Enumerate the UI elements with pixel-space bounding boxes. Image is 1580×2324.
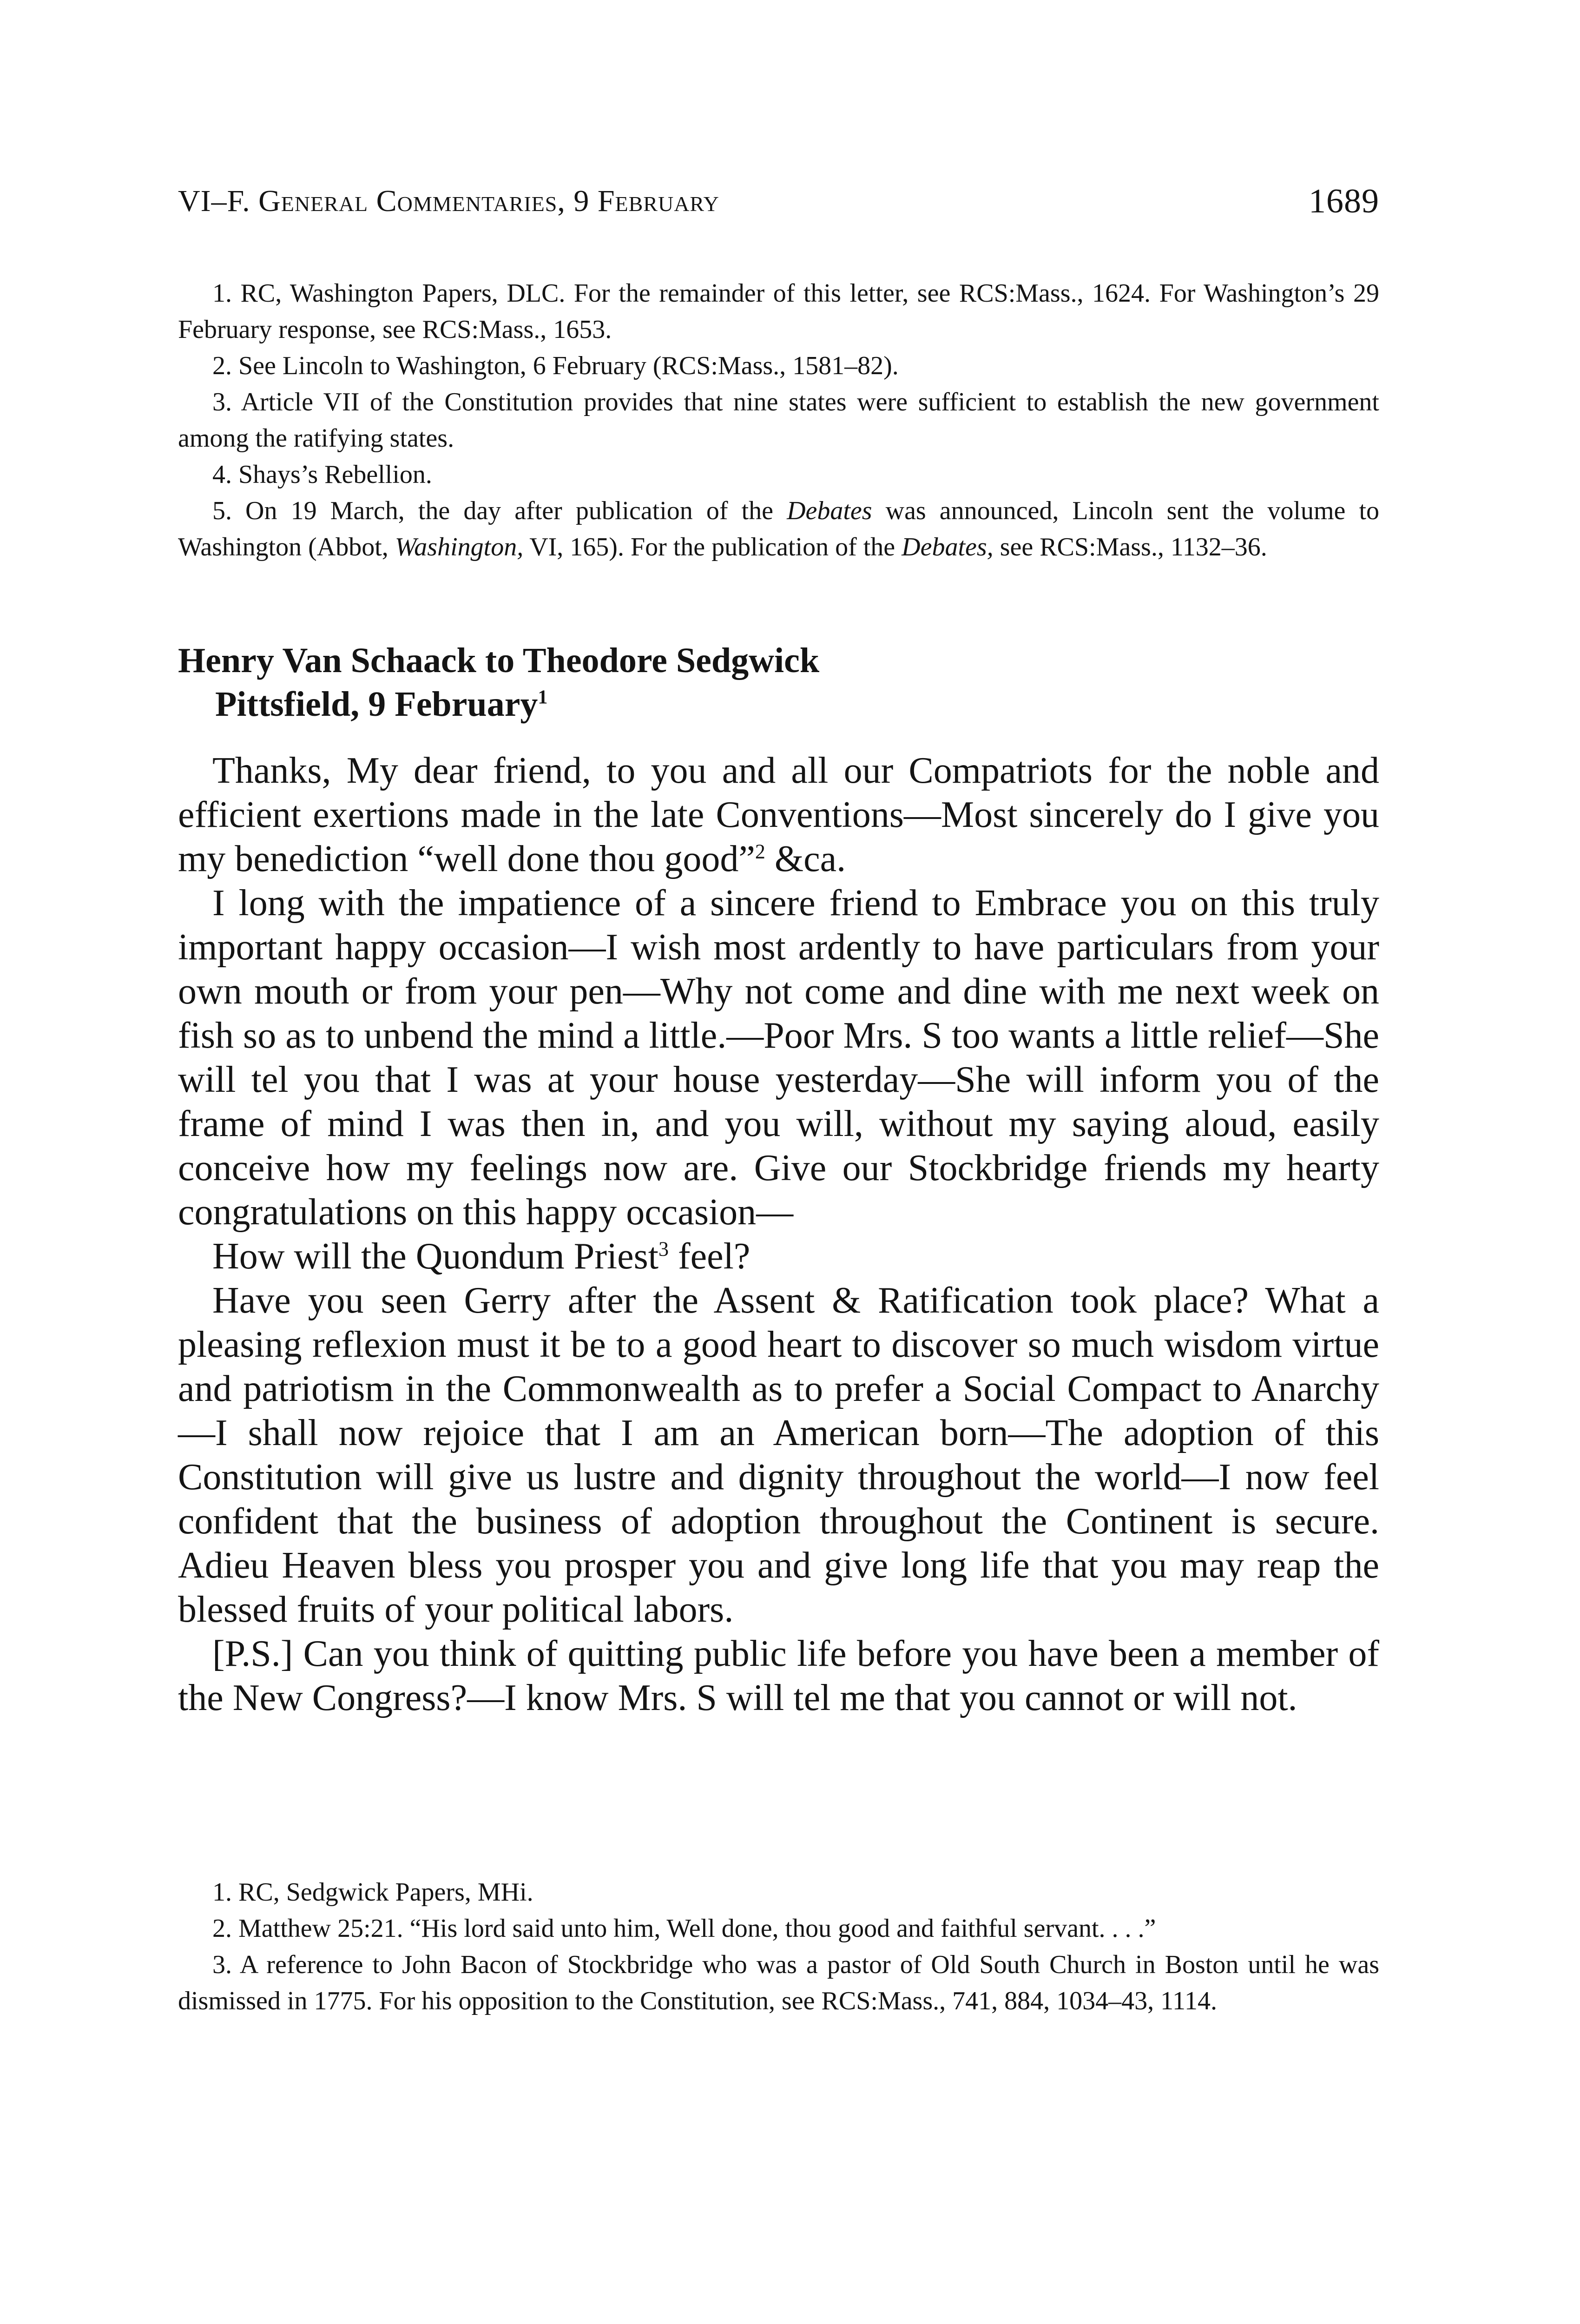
page-number: 1689 — [1309, 182, 1379, 220]
footnote: 2. Matthew 25:21. “His lord said unto him, Well done, thou good and faithful servant. . . .” — [212, 1914, 1156, 1943]
footnote-reference: 1 — [538, 687, 548, 708]
running-head-prefix: VI–F. — [178, 184, 259, 218]
footnote: 3. A reference to John Bacon of Stockbridge who was a pastor of Old South Church in Boston until he was dismissed in 1775. For his opposition to the Constitution, see RCS:Mass., 741, 884, 1034–43, 1114. — [178, 1950, 1379, 2015]
document-notes — [178, 1874, 1379, 2019]
italic-title: Debates — [787, 496, 872, 525]
italic-title: Debates, — [902, 533, 994, 561]
letter-paragraph: Thanks, My dear friend, to you and all our Compatriots for the noble and efficient exertions made in the late Conventions—Most sincerely do I give you my benediction “well done thou good”$^2$ &ca. — [178, 750, 1379, 879]
footnote: 1. RC, Sedgwick Papers, MHi. — [212, 1878, 533, 1907]
footnote: 2. See Lincoln to Washington, 6 February (RCS:Mass., 1581–82). — [212, 351, 899, 380]
running-head-title — [178, 184, 719, 219]
document-heading — [178, 639, 1379, 726]
letter-body — [178, 749, 1379, 1720]
letter-postscript: [P.S.] Can you think of quitting public life before you have been a member of the New Congress?—I know Mrs. S will tel me that you cannot or will not. — [178, 1633, 1379, 1718]
letter-paragraph: Have you seen Gerry after the Assent & Ratification took place? What a pleasing reflexion must it be to a good heart to discover so much wisdom virtue and patriotism in the Commonwealth as to prefer a Social Compact to Anarchy—I shall now rejoice that I am an American born—The adoption of this Constitution will give us lustre and dignity throughout the world—I now feel confident that the business of adoption throughout the Continent is secure. Adieu Heaven bless you prosper you and give long life that you may reap the blessed fruits of your political labors. — [178, 1280, 1379, 1630]
footnote: 1. RC, Washington Papers, DLC. For the remainder of this letter, see RCS:Mass., 1624. For Washington’s 29 February response, see RCS:Mass., 1653. — [178, 279, 1379, 344]
footnote-reference: 2 — [755, 840, 765, 863]
letter-paragraph: I long with the impatience of a sincere friend to Embrace you on this truly important happy occasion—I wish most ardently to have particulars from your own mouth or from your pen—Why not come and dine with me next week on fish so as to unbend the mind a little.—Poor Mrs. S too wants a little relief—She will tel you that I was at your house yesterday—She will inform you of the frame of mind I was then in, and you will, without my saying aloud, easily conceive how my feelings now are. Give our Stockbridge friends my hearty congratulations on this happy occasion— — [178, 883, 1379, 1233]
running-head — [178, 184, 1379, 225]
letter-paragraph: How will the Quondum Priest$^3$ feel? — [212, 1236, 750, 1277]
footnote: 5. On 19 March, the day after publication of the Debates was announced, Lincoln sent the volume to Washington (Abbot, Washington, VI, 165). For the publication of the Debates, see RCS:Mass., 1132–36. — [178, 496, 1379, 561]
footnote: 3. Article VII of the Constitution provides that nine states were sufficient to establish the new government among the ratifying states. — [178, 388, 1379, 453]
footnote-reference: 3 — [658, 1237, 669, 1261]
document-heading-place-date: Pittsfield, 9 February$^1$ — [215, 685, 548, 724]
document-heading-title: Henry Van Schaack to Theodore Sedgwick — [178, 641, 820, 680]
italic-title: Washington, — [395, 533, 524, 561]
footnote: 4. Shays’s Rebellion. — [212, 460, 432, 489]
running-head-section: General Commentaries, 9 February — [258, 184, 719, 218]
previous-document-notes — [178, 275, 1379, 565]
